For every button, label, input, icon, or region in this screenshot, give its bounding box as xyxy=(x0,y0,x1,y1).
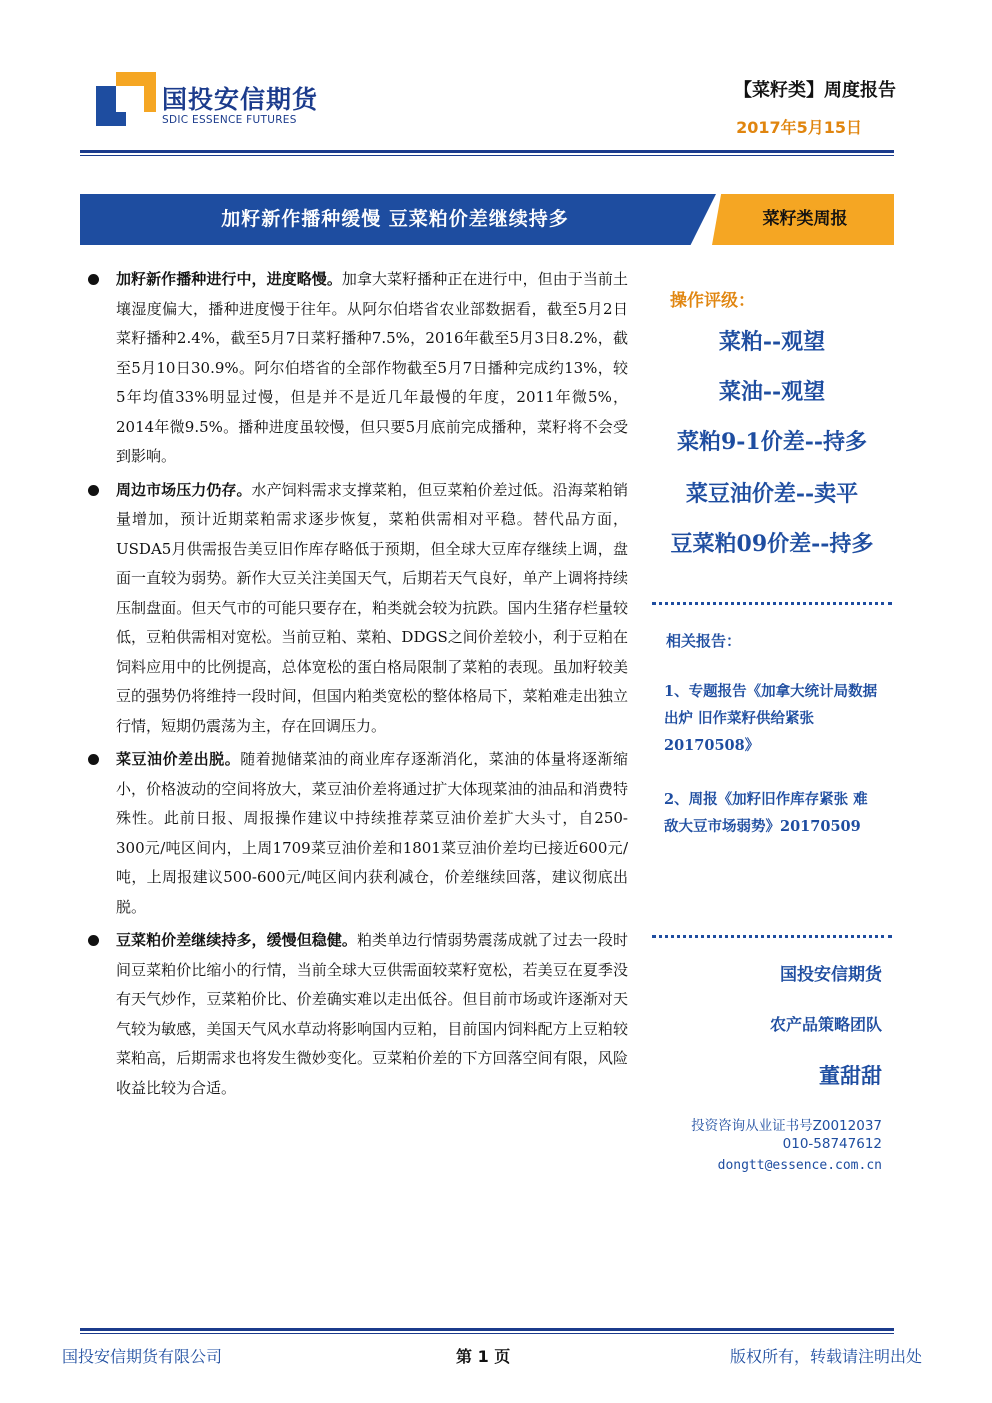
bullet-icon xyxy=(88,485,99,496)
paragraph-heading: 周边市场压力仍存。 xyxy=(116,480,252,499)
paragraph xyxy=(88,926,628,1103)
related-report-link[interactable]: 1、专题报告《加拿大统计局数据出炉 旧作菜籽供给紧张20170508》 xyxy=(664,683,878,754)
footer-copyright: 版权所有，转载请注明出处 xyxy=(729,1347,922,1366)
paragraph-heading: 豆菜粕价差继续持多，缓慢但稳健。 xyxy=(116,931,357,949)
bullet-icon xyxy=(88,754,99,765)
footer-divider-thin xyxy=(80,1333,894,1334)
bullet-icon xyxy=(88,935,99,946)
license-number: 投资咨询从业证书号Z0012037 xyxy=(691,1118,882,1134)
bullet-icon xyxy=(88,274,99,285)
paragraph xyxy=(88,745,628,922)
footer-company: 国投安信期货有限公司 xyxy=(62,1347,223,1366)
logo-company-name: 国投安信期货 xyxy=(162,85,319,114)
sidebar-team: 农产品策略团队 xyxy=(769,1015,882,1034)
paragraph-heading: 菜豆油价差出脱。 xyxy=(116,750,241,768)
rating-label: 操作评级： xyxy=(670,291,755,311)
footer-divider xyxy=(80,1328,894,1331)
phone-number: 010-58747612 xyxy=(782,1136,882,1152)
rating-item: 菜粕--观望 xyxy=(718,329,826,355)
company-logo-icon xyxy=(96,72,156,126)
header-divider xyxy=(80,150,894,153)
paragraph xyxy=(88,476,628,742)
report-title: 加籽新作播种缓慢 豆菜粕价差继续持多 xyxy=(221,208,569,230)
related-reports-label: 相关报告： xyxy=(666,632,742,650)
paragraph-body: 加拿大菜籽播种正在进行中，但由于当前土壤湿度偏大，播种进度慢于往年。从阿尔伯塔省农业部数据看，截至5月2日菜籽播种2.4%，截至5月7日菜籽播种7.5%，2016年截至5月3日8.2%，截至5月10日30.9%。阿尔伯塔省的全部作物截至5月7日播种完成约13%，较5年均值33%明显过慢，但是并不是近几年最慢的年度，2011年微5%，2014年微9.5%。播种进度虽较慢，但只要5月底前完成播种，菜籽将不会受到影响。 xyxy=(116,270,628,465)
analyst-name: 董甜甜 xyxy=(819,1064,882,1088)
report-category-tag: 菜籽类周报 xyxy=(762,209,848,229)
rating-item: 菜粕9-1价差--持多 xyxy=(676,429,867,455)
rating-item: 菜豆油价差--卖平 xyxy=(685,481,859,507)
sidebar-company: 国投安信期货 xyxy=(780,965,882,985)
main-content xyxy=(88,265,628,1103)
related-report-link[interactable]: 2、周报《加籽旧作库存紧张 难敌大豆市场弱势》20170509 xyxy=(664,791,868,835)
rating-item: 菜油--观望 xyxy=(718,379,826,405)
paragraph-heading: 加籽新作播种进行中，进度略慢。 xyxy=(116,270,342,288)
header-divider-thin xyxy=(80,155,894,156)
rating-item: 豆菜粕09价差--持多 xyxy=(670,531,874,557)
sidebar-divider xyxy=(652,602,892,605)
paragraph-body: 随着抛储菜油的商业库存逐渐消化，菜油的体量将逐渐缩小，价格波动的空间将放大，菜豆油价差将通过扩大体现菜油的油品和消费特殊性。此前日报、周报操作建议中持续推荐菜豆油价差扩大头寸，自250-300元/吨区间内，上周1709菜豆油价差和1801菜豆油价差均已接近600元/吨，上周报建议500-600元/吨区间内获利减仓，价差继续回落，建议彻底出脱。 xyxy=(116,750,628,916)
logo-company-name-en: SDIC ESSENCE FUTURES xyxy=(162,114,297,126)
email-link[interactable]: dongtt@essence.com.cn xyxy=(717,1158,882,1173)
sidebar-divider xyxy=(652,935,892,938)
report-type: 【菜籽类】周度报告 xyxy=(734,80,896,101)
page-number: 第 1 页 xyxy=(456,1347,511,1366)
paragraph-body: 粕类单边行情弱势震荡成就了过去一段时间豆菜粕价比缩小的行情，当前全球大豆供需面较菜籽宽松，若美豆在夏季没有天气炒作，豆菜粕价比、价差确实难以走出低谷。但目前市场或许逐渐对天气较为敏感，美国天气风水草动将影响国内豆粕，目前国内饲料配方上豆粕较菜粕高，后期需求也将发生微妙变化。豆菜粕价差的下方回落空间有限，风险收益比较为合适。 xyxy=(116,931,628,1097)
paragraph-body: 水产饲料需求支撑菜粕，但豆菜粕价差过低。沿海菜粕销量增加，预计近期菜粕需求逐步恢复，菜粕供需相对平稳。替代品方面，USDA5月供需报告美豆旧作库存略低于预期，但全球大豆库存继续上调，盘面一直较为弱势。新作大豆关注美国天气，后期若天气良好，单产上调将持续压制盘面。但天气市的可能只要存在，粕类就会较为抗跌。国内生猪存栏量较低，豆粕供需相对宽松。当前豆粕、菜粕、DDGS之间价差较小，利于豆粕在饲料应用中的比例提高，总体宽松的蛋白格局限制了菜粕的表现。虽加籽较美豆的强势仍将维持一段时间，但国内粕类宽松的整体格局下，菜粕难走出独立行情，短期仍震荡为主，存在回调压力。 xyxy=(116,480,628,735)
report-date: 2017年5月15日 xyxy=(736,118,862,137)
paragraph xyxy=(88,265,628,472)
